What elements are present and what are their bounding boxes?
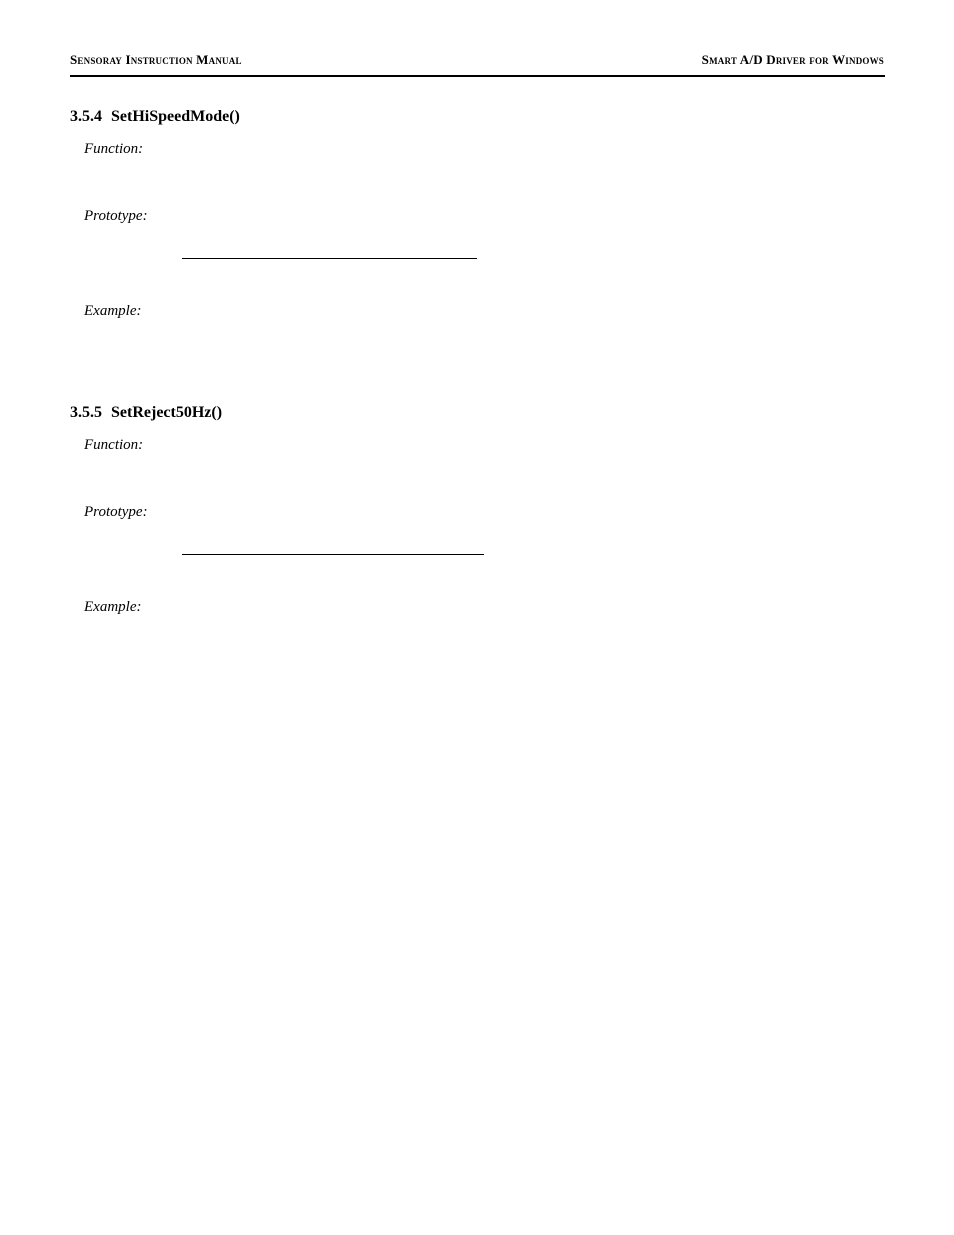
- prototype-rule: [182, 258, 477, 259]
- function-label: Function:: [84, 141, 144, 157]
- section-number: 3.5.4: [70, 108, 102, 125]
- section-heading-sethispeedmode: [70, 108, 240, 126]
- header-divider: [70, 75, 885, 77]
- example-label: Example:: [84, 599, 142, 615]
- running-header-right: Smart A/D Driver for Windows: [701, 52, 884, 67]
- running-header-left: Sensoray Instruction Manual: [70, 52, 242, 67]
- prototype-rule: [182, 554, 484, 555]
- section-title: SetHiSpeedMode(): [111, 108, 240, 125]
- section-number: 3.5.5: [70, 404, 102, 421]
- section-title: SetReject50Hz(): [111, 404, 223, 421]
- example-label: Example:: [84, 303, 142, 319]
- function-label: Function:: [84, 437, 144, 453]
- prototype-label: Prototype:: [84, 504, 148, 520]
- section-heading-setreject50hz: [70, 404, 222, 422]
- prototype-label: Prototype:: [84, 208, 148, 224]
